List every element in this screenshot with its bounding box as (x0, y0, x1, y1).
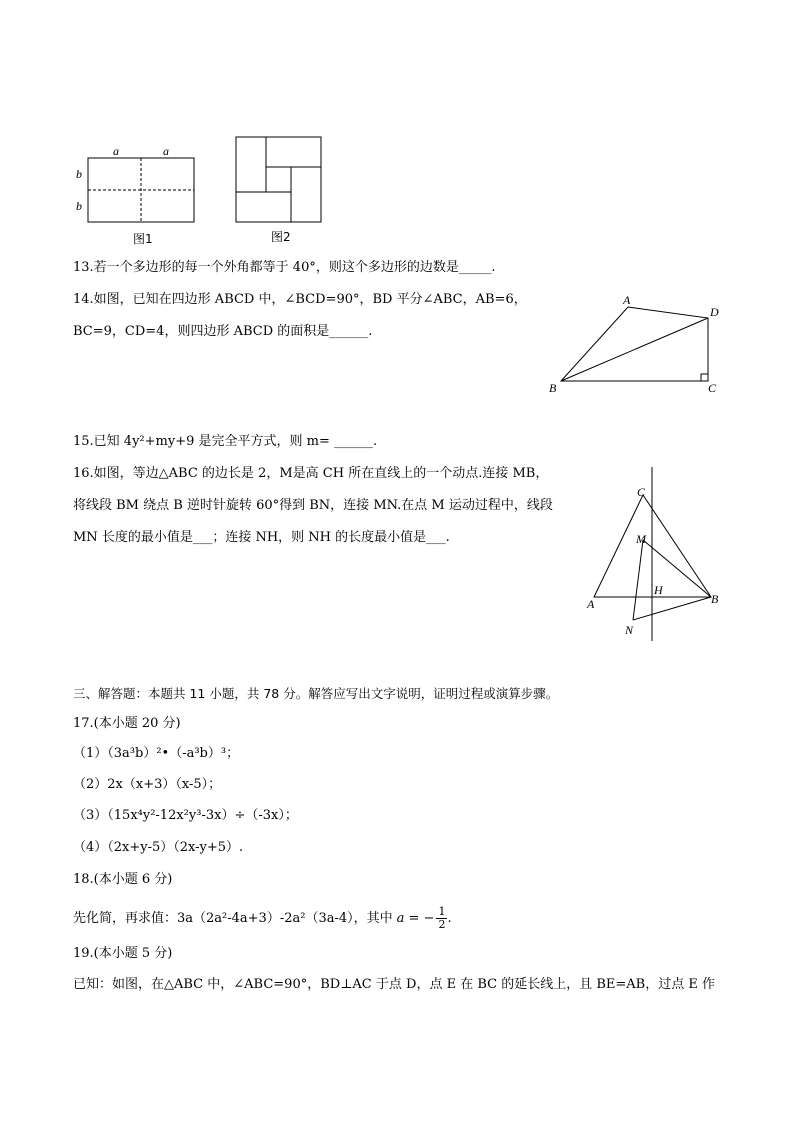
figure-2-caption: 图2 (271, 230, 291, 244)
vertex-B: B (711, 592, 719, 606)
problem-17-item-3: （3）（15x⁴y²-12x²y³-3x）÷（-3x）； (73, 808, 298, 823)
problem-17-item-4: （4）（2x+y-5）（2x-y+5）. (73, 840, 244, 855)
problem-18-title: 18.(本小题 6 分) (73, 872, 173, 887)
problem-14-line-1: 14.如图，已知在四边形 ABCD 中，∠BCD=90°，BD 平分∠ABC，AB=6， (73, 292, 527, 307)
section-3-heading: 三、解答题：本题共 11 小题，共 78 分。解答应写出文字说明，证明过程或演算步骤。 (73, 686, 559, 701)
vertex-D: D (710, 305, 719, 319)
problem-16-line-3: MN 长度的最小值是___；连接 NH，则 NH 的长度最小值是___. (73, 530, 450, 545)
problem-16-line-1: 16.如图，等边△ABC 的边长是 2，M是高 CH 所在直线上的一个动点.连接 MB， (73, 466, 549, 481)
problem-18-end: . (447, 911, 452, 926)
vertex-B: B (549, 381, 557, 395)
problem-15: 15.已知 4y²+my+9 是完全平方式，则 m= ______. (73, 434, 378, 449)
vertex-A: A (623, 293, 631, 307)
point-N: N (625, 623, 634, 637)
problem-16-line-2: 将线段 BM 绕点 B 逆时针旋转 60°得到 BN，连接 MN.在点 M 运动过程中，线段 (73, 498, 553, 513)
problem-17-title: 17.(本小题 20 分) (73, 716, 181, 731)
fraction-denominator: 2 (438, 918, 446, 931)
vertex-C: C (637, 485, 646, 499)
triangle-figure (580, 465, 730, 645)
problem-18-statement (73, 906, 452, 931)
problem-19-text: 已知：如图，在△ABC 中，∠ABC=90°，BD⊥AC 于点 D，点 E 在 BC 的延长线上，且 BE=AB，过点 E 作 (73, 977, 715, 992)
problem-18-value: a = − (396, 911, 435, 926)
problem-14-line-2: BC=9，CD=4，则四边形 ABCD 的面积是______. (73, 324, 373, 339)
figure-2 (230, 130, 330, 230)
problem-17-item-2: （2）2x（x+3）（x-5）； (73, 777, 222, 792)
vertex-C: C (708, 381, 717, 395)
figure-1-caption: 图1 (133, 232, 153, 246)
point-M: M (636, 532, 646, 546)
label-a-right: a (163, 144, 169, 158)
label-a-left: a (113, 144, 119, 158)
vertex-A: A (587, 597, 595, 611)
quadrilateral-figure (540, 290, 730, 400)
problem-18-text: 先化简，再求值：3a（2a²-4a+3）-2a²（3a-4），其中 (73, 911, 393, 926)
fraction-numerator: 1 (438, 905, 446, 918)
problem-13: 13.若一个多边形的每一个外角都等于 40°，则这个多边形的边数是_____. (73, 260, 496, 275)
label-b-top: b (76, 167, 82, 181)
point-H: H (654, 583, 663, 597)
label-b-bottom: b (76, 199, 82, 213)
problem-17-item-1: （1）（3a³b）²•（-a³b）³； (73, 746, 240, 761)
fraction-one-half (436, 906, 447, 931)
problem-19-title: 19.(本小题 5 分) (73, 946, 173, 961)
